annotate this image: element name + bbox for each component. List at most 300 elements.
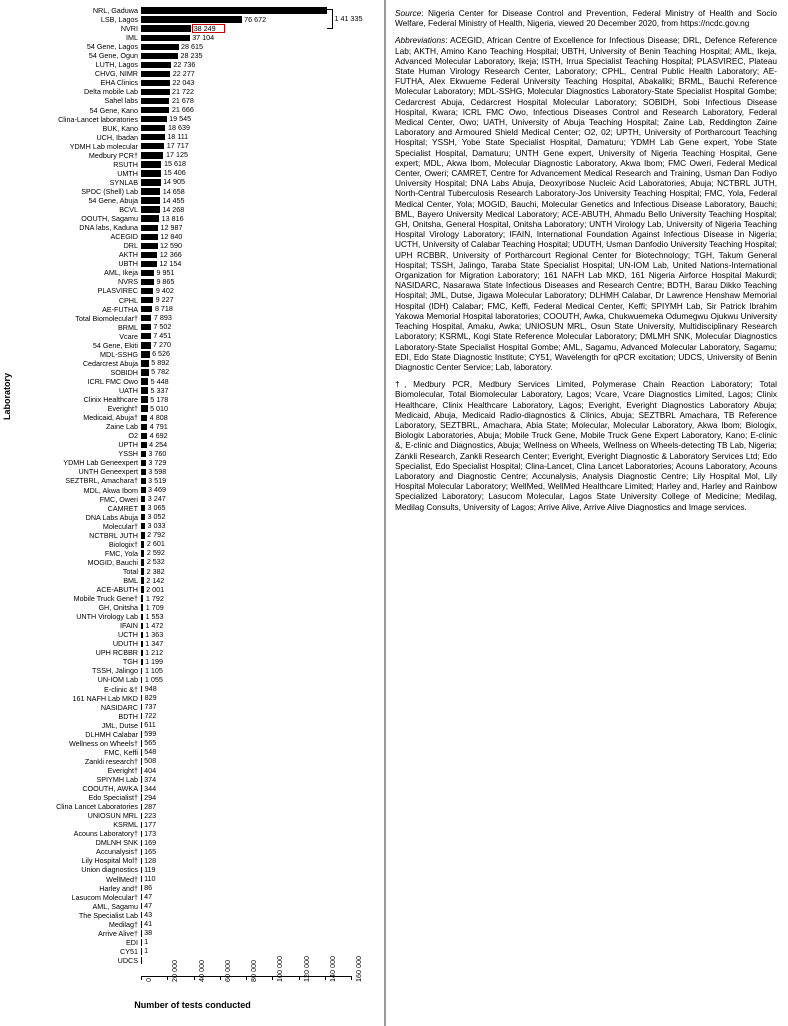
bar-category-label: MDL-SSHG	[100, 349, 138, 359]
bar-category-label: EHA Clinics	[100, 78, 138, 88]
bar-row	[0, 875, 385, 884]
bar	[141, 125, 165, 131]
bar-value-label: 22 736	[173, 59, 196, 69]
bar-container	[141, 449, 385, 458]
source-label: Source	[395, 8, 422, 18]
bar-value-label: 38	[144, 928, 153, 938]
bar-row	[0, 377, 385, 386]
bar-value-label: 15 406	[163, 168, 186, 178]
bar-value-label: 1 792	[145, 593, 164, 603]
bar-category-label: YDMH Lab molecular	[69, 141, 138, 151]
bar-category-label: Zankli research†	[84, 756, 138, 766]
bar-value-label: 37 104	[192, 32, 215, 42]
bar-value-label: 38 249	[193, 23, 216, 33]
bar-category-label: TSSH, Jalingo	[92, 666, 138, 676]
bar-row	[0, 902, 385, 911]
bar-row	[0, 124, 385, 133]
bar-row	[0, 856, 385, 865]
bar-category-label: UBTH	[118, 259, 138, 269]
bar	[141, 288, 153, 294]
bar-value-label: 4 791	[149, 421, 168, 431]
bar-value-label: 41	[144, 919, 153, 929]
bar	[141, 650, 143, 656]
bar-category-label: BDTH	[118, 711, 138, 721]
bar-row	[0, 531, 385, 540]
bar-container	[141, 911, 385, 920]
bar-value-label: 3 469	[148, 485, 167, 495]
x-tick	[141, 976, 142, 980]
bar-container	[141, 214, 385, 223]
bar	[141, 342, 151, 348]
bar-category-label: UPH RCBBR	[95, 648, 138, 658]
bar	[141, 197, 160, 203]
bar-row	[0, 504, 385, 513]
bar-container	[141, 739, 385, 748]
bar-row	[0, 332, 385, 341]
bar	[141, 849, 142, 855]
bar-value-label: 737	[144, 702, 157, 712]
bar-row	[0, 657, 385, 666]
bar-container	[141, 893, 385, 902]
bar-category-label: The Specialist Lab	[78, 910, 138, 920]
bar-container	[141, 332, 385, 341]
bar-container	[141, 775, 385, 784]
bar-value-label: 165	[144, 846, 157, 856]
bar-value-label: 5 010	[150, 403, 169, 413]
bar-category-label: NASIDARC	[100, 702, 138, 712]
bar-row	[0, 476, 385, 485]
bar-value-label: 4 808	[149, 412, 168, 422]
bar	[141, 604, 143, 610]
bar	[141, 469, 146, 475]
bar-row	[0, 286, 385, 295]
bar	[141, 306, 152, 312]
bar-row	[0, 603, 385, 612]
bar	[141, 460, 146, 466]
bar-value-label: 3 729	[148, 457, 167, 467]
bar-row	[0, 558, 385, 567]
bar-row	[0, 33, 385, 42]
bar-container	[141, 838, 385, 847]
bar-category-label: JML, Dutse	[101, 720, 138, 730]
bar	[141, 161, 161, 167]
bar-value-label: 12 366	[159, 249, 182, 259]
bar-container	[141, 259, 385, 268]
bar-rows	[0, 6, 385, 965]
bar	[141, 722, 142, 728]
bar	[141, 921, 142, 927]
bar-category-label: UCTH	[118, 630, 138, 640]
bar-row	[0, 323, 385, 332]
bar	[141, 315, 151, 321]
bar-row	[0, 694, 385, 703]
bar-row	[0, 431, 385, 440]
bar-container	[141, 594, 385, 603]
bar-container	[141, 386, 385, 395]
bar-value-label: 1 41 335	[334, 14, 363, 23]
bar-container	[141, 549, 385, 558]
bar-value-label: 12 987	[160, 222, 183, 232]
bar	[141, 695, 142, 701]
x-tick	[167, 976, 168, 980]
bar-row	[0, 712, 385, 721]
bar	[141, 270, 154, 276]
bar-row	[0, 395, 385, 404]
bar-row	[0, 802, 385, 811]
bar	[141, 804, 142, 810]
bar-value-label: 3 519	[148, 476, 167, 486]
bar	[141, 550, 144, 556]
bar-row	[0, 196, 385, 205]
bar	[141, 930, 142, 936]
bar-category-label: UCH, Ibadan	[96, 132, 138, 142]
bar-row	[0, 567, 385, 576]
bar	[141, 351, 150, 357]
bar	[141, 704, 142, 710]
bar	[141, 731, 142, 737]
bar	[141, 785, 142, 791]
bar-container	[141, 42, 385, 51]
bar-value-label: 14 268	[162, 204, 185, 214]
bar-value-label: 3 052	[147, 512, 166, 522]
bar-value-label: 14 658	[162, 186, 185, 196]
bar-category-label: Total	[122, 566, 138, 576]
bar	[141, 215, 159, 221]
bar-row	[0, 748, 385, 757]
bar	[141, 98, 169, 104]
bar-category-label: EDI	[126, 937, 138, 947]
bar-container	[141, 875, 385, 884]
bar-row	[0, 187, 385, 196]
bar-container	[141, 223, 385, 232]
bar-category-label: Medicaid, Abuja†	[83, 413, 138, 423]
bar-row	[0, 911, 385, 920]
bar-row	[0, 929, 385, 938]
bar-row	[0, 232, 385, 241]
bar	[141, 677, 142, 683]
bar-value-label: 9 865	[156, 277, 175, 286]
bar-value-label: 5 178	[150, 394, 169, 404]
bar-container	[141, 24, 385, 33]
bar-container	[141, 793, 385, 802]
bar-container	[141, 476, 385, 485]
bar-row	[0, 893, 385, 902]
bar	[141, 396, 148, 402]
bar-category-label: Harley and†	[99, 883, 138, 893]
bar	[141, 894, 142, 900]
bar-row	[0, 739, 385, 748]
bar-container	[141, 467, 385, 476]
bar-container	[141, 431, 385, 440]
bar-row	[0, 178, 385, 187]
bar-category-label: KSRML	[113, 820, 138, 830]
bar-category-label: Medbury PCR†	[88, 150, 138, 160]
bar-container	[141, 323, 385, 332]
abbrev-text: : ACEGID, African Centre of Excellence for Infectious Disease; DRL, Defence Reference Lab; AKTH, Amino Kano Teaching Hospital; UBTH, University of Benin Teaching Hospital; AML, Ikeja, Advanced Molecular Laboratory, Ikeja; ISTH, Irrua Specialist Teaching Hospital; PLASVIREC, Plateau State Human Virology Research Center, Laboratory; CPHL, Central Public Health Laboratory; AE-FUTHA, Alex Ekwueme Federal University Teaching Hospital, Abakaliki; BRML, Bauchi Reference Molecular Laboratory; MDL-SSHG, Molecular Diagnostics Laboratory-State Specialist Hospital Gombe; Cedarcrest Abuja, Cedarcrest Hospital Molecular Laboratory; SOBIDH, Sobi Infectious Disease Hospital, Kwara; ICRL FMC Owo, Infectious Diseases Control and Research Laboratory, Federal Medical Center, Owo; UATH, University of Abuja Teaching Hospital; Zaine Lab, Reddington Zaine Laboratory and Armoured Shield Medical Center; O2, 02; UPTH, University of Portharcourt Teaching Hospital; YSSH, Yobe State Specialist Hospital, Damaturu; YDMH Lab Gene expert, Yobe State Specialist Hospital, Damaturu; UNTH Gene expert, University of Nigeria Teaching Hospital, Gene expert; MDL, Akwa Ibom, Molecular Diagnostic Laboratory, Akwa Ibom; FMC Oweri, Federal Medical Center, Oweri; CAMRET, Centre for Advancement Medical Research and Training, Usman Dan Fodiyo University Hospital; DNA Labs Abuja, Deoxyribose Nucleic Acid Laboratories, Abuja; NCTBRL JUTH, North-Central Tuberculosis Research Laboratory-Jos University Teaching Hospital; FMC, Yola, Federal Medical Center, Yola; MOGID, Bauchi, Molecular Genetics and Infectious Disease Laboratory, Bauchi; BML, Bayero University Medical Laboratory; ACE-ABUTH, Ahmadu Bello University Teaching Hospital; GH, Onitsha, General Hospital, Onitsha Laboratory; UNTH Virology Lab, University of Nigeria Teaching Hospital Virology Laboratory; IFAIN, International Foundation Against Infectious Disease in Nigeria; UCTH, University of Calabar Teaching Hospital; UDUTH, Usman Danfodio University Teaching Hospital; UPH RCBBR, University of Portharcourt Regional Center for Biotechnology; TGH, Takum General Hospital; TSSH, Jalingo, Taraba State Specialist Hospital; UN-IOM Lab, United Nations-International Organization for Migration Laboratory; 161 NAFH Lab MKD, 161 Nigeria Airforce Hospital Makurdi; NASIDARC, Nasarawa State Infectious Diseases and Research Centre; BDTH, Barau Dikko Teaching Hospital; JML, Dutse, Jigawa Molecular Laboratory; DLHMH Calabar, Dr Lawrence Henshaw Memorial Hospital (IDH) Calabar; FMC, Keffi, Federal Medical Center, Keffi; SPIYMH Lab, Sir Patrick Ibrahim Yakowa Memorial Hospital laboratories; COOUTH, Awka, Chukwuemeka Odumegwu Ojukwu University Teaching Hospital, Amaku, Awka; UNIOSUN MRL, Osun State University, Multidisciplinary Research Laboratory; KSRML, Kogi State Reference Molecular Laboratory; DMLMH SNK, Molecular Diagnostics Laboratory-State Specialist Hospital Gombe; AML, Sagamu, Advanced Molecular Laboratory, Sagamu; EDI, Edo State Diagnostic Institute; CY51, Wavelength for qPCR excitation; UDCS, University of Benin Diagnostic Center Service; Lab, laboratory.	[395, 35, 777, 372]
bar-row	[0, 151, 385, 160]
bar-value-label: 4 692	[149, 430, 168, 440]
bar-value-label: 9 227	[155, 295, 174, 305]
bar-value-label: 2 592	[146, 548, 165, 558]
bar-container	[141, 847, 385, 856]
bar-value-label: 1	[144, 937, 149, 947]
bar	[141, 116, 167, 122]
bar	[141, 559, 144, 565]
bar-value-label: 12 840	[160, 231, 183, 241]
bar-category-label: ICRL FMC Owo	[87, 376, 138, 386]
bar-category-label: 54 Gene, Ekiti	[92, 340, 138, 350]
bar-category-label: IML	[126, 33, 138, 43]
bar-container	[141, 603, 385, 612]
bar	[141, 957, 142, 963]
bar-container	[141, 413, 385, 422]
bar-value-label: 18 639	[167, 123, 190, 133]
bar-category-label: AKTH	[118, 250, 138, 260]
bar-category-label: Sahel labs	[104, 96, 138, 106]
bar-category-label: Cedarcrest Abuja	[82, 358, 138, 368]
bar-category-label: Accunalysis†	[96, 847, 138, 857]
bar-category-label: 54 Gene, Abuja	[88, 196, 138, 205]
bar-category-label: CHVG, NIMR	[94, 69, 138, 79]
bar-row	[0, 811, 385, 820]
bar	[141, 794, 142, 800]
bar	[141, 405, 148, 411]
bar-row	[0, 721, 385, 730]
bar-container	[141, 938, 385, 947]
bar-container	[141, 621, 385, 630]
bar-category-label: Edo Specialist†	[88, 793, 138, 803]
bar	[141, 641, 143, 647]
bar-value-label: 508	[144, 756, 157, 766]
bar	[141, 623, 143, 629]
bar	[141, 179, 161, 185]
bar-container	[141, 15, 385, 24]
bar-category-label: BRML	[118, 322, 138, 332]
bar-container	[141, 277, 385, 286]
bar-row	[0, 205, 385, 214]
bar-row	[0, 368, 385, 377]
bar-row	[0, 115, 385, 124]
bar-row	[0, 829, 385, 838]
bar-value-label: 47	[144, 901, 153, 911]
bar	[141, 279, 154, 285]
bar-container	[141, 820, 385, 829]
bar	[141, 858, 142, 864]
bar-value-label: 1 553	[145, 611, 164, 621]
bar-category-label: UNTH Virology Lab	[76, 612, 138, 622]
bar-container	[141, 178, 385, 187]
bar-row	[0, 296, 385, 305]
bar-row	[0, 458, 385, 467]
bar-row	[0, 838, 385, 847]
notes-pane	[385, 0, 787, 1026]
bar	[141, 333, 151, 339]
bar	[141, 143, 164, 149]
bar-container	[141, 675, 385, 684]
bar-value-label: 7 451	[153, 331, 172, 341]
bar-category-label: IFAIN	[120, 621, 138, 631]
x-tick	[194, 976, 195, 980]
bar-value-label: 2 382	[146, 566, 165, 576]
bar-container	[141, 648, 385, 657]
bar-category-label: YDMH Lab Geneexpert	[63, 458, 138, 468]
bar-row	[0, 223, 385, 232]
bar-category-label: Delta mobile Lab	[84, 87, 138, 97]
bar-category-label: WellMed†	[106, 874, 138, 884]
x-tick	[246, 976, 247, 980]
bar-value-label: 1 347	[145, 638, 164, 648]
bar-value-label: 5 337	[150, 385, 169, 395]
bar-category-label: UMTH	[117, 168, 138, 178]
x-tick-label: 160 000	[354, 956, 363, 982]
bar	[141, 324, 151, 330]
bar-value-label: 21 678	[171, 96, 194, 106]
bar	[141, 758, 142, 764]
bar-row	[0, 485, 385, 494]
bar-value-label: 404	[144, 765, 157, 775]
bar-row	[0, 938, 385, 947]
bar	[141, 541, 144, 547]
bar-row	[0, 784, 385, 793]
bar-value-label: 19 545	[169, 114, 192, 124]
bar-category-label: FMC, Yola	[104, 548, 138, 558]
bar-category-label: UDUTH	[112, 639, 138, 649]
bar-value-label: 18 111	[167, 132, 189, 142]
bar-container	[141, 784, 385, 793]
bar-container	[141, 504, 385, 513]
bar	[141, 7, 327, 13]
bar	[141, 360, 149, 366]
bar	[141, 188, 160, 194]
source-note	[395, 8, 777, 28]
bar	[141, 776, 142, 782]
bar-category-label: UDCS	[117, 955, 138, 965]
bar-value-label: 565	[144, 738, 157, 748]
bar-category-label: LUTH, Lagos	[95, 60, 138, 70]
bar-value-label: 722	[144, 711, 157, 721]
source-text: : Nigeria Center for Disease Control and Prevention, Federal Ministry of Health and Socio Welfare, Federal Ministry of Health, Nigeria, viewed 20 December 2020, from https://ncdc.gov.ng	[395, 8, 777, 29]
bar-value-label: 15 618	[163, 159, 186, 169]
bar	[141, 505, 145, 511]
bar-category-label: LSB, Lagos	[100, 15, 138, 25]
bar-container	[141, 286, 385, 295]
bar-value-label: 21 666	[171, 105, 194, 115]
bar-container	[141, 748, 385, 757]
bar	[141, 442, 147, 448]
bar-category-label: Arrive Alive†	[98, 928, 138, 938]
bar	[141, 885, 142, 891]
bar-container	[141, 703, 385, 712]
x-tick	[272, 976, 273, 980]
bar	[141, 532, 145, 538]
bar-row	[0, 540, 385, 549]
bar-container	[141, 585, 385, 594]
bar-category-label: Everight†	[107, 404, 138, 414]
x-axis-label: Number of tests conducted	[134, 1000, 251, 1010]
bar-container	[141, 902, 385, 911]
bar-container	[141, 558, 385, 567]
bar-value-label: 344	[144, 783, 157, 793]
bar-container	[141, 268, 385, 277]
bar-value-label: 3 065	[147, 503, 166, 513]
bar-row	[0, 241, 385, 250]
bar-row	[0, 639, 385, 648]
bar-row	[0, 594, 385, 603]
bar-row	[0, 703, 385, 712]
bar	[141, 568, 144, 574]
bar-category-label: BML	[123, 575, 138, 585]
bar	[141, 767, 142, 773]
bar-value-label: 17 125	[165, 150, 188, 160]
bar-category-label: YSSH	[118, 449, 138, 459]
bar-category-label: DRL	[123, 241, 138, 251]
bar-container	[141, 485, 385, 494]
bar-value-label: 43	[144, 910, 153, 920]
bar-value-label: 5 448	[150, 376, 169, 386]
bar-row	[0, 133, 385, 142]
bar-category-label: NCTBRL JUTH	[89, 530, 138, 540]
x-tick-label: 40 000	[196, 960, 206, 982]
bar-container	[141, 639, 385, 648]
bar-container	[141, 884, 385, 893]
bar-row	[0, 440, 385, 449]
bar-container	[141, 33, 385, 42]
bar-category-label: AML, Sagamu	[92, 901, 138, 911]
bar-row	[0, 757, 385, 766]
bar-category-label: Zaine Lab	[106, 422, 138, 432]
bar-row	[0, 422, 385, 431]
bar	[141, 433, 147, 439]
bar	[141, 912, 142, 918]
abbreviations-note	[395, 35, 777, 372]
bar-row	[0, 495, 385, 504]
bar-value-label: 1	[144, 946, 149, 956]
bar-category-label: 54 Gene, Ogun	[88, 51, 138, 61]
bar-row	[0, 60, 385, 69]
bar-value-label: 86	[144, 883, 153, 893]
bar-category-label: 161 NAFH Lab MKD	[72, 693, 138, 703]
bar-value-label: 14 905	[163, 177, 186, 187]
chart-pane	[0, 0, 385, 1026]
bar-value-label: 9 402	[155, 286, 174, 296]
bar-row	[0, 666, 385, 675]
bar-category-label: DLHMH Calabar	[85, 729, 138, 739]
bar-value-label: 128	[144, 856, 157, 865]
bar-category-label: Mobile Truck Gene†	[73, 594, 138, 604]
bar-container	[141, 241, 385, 250]
bar	[141, 523, 145, 529]
bar-category-label: MOGID, Bauchi	[87, 557, 138, 567]
bar-row	[0, 341, 385, 350]
bar	[141, 939, 142, 945]
bar-row	[0, 42, 385, 51]
bar-value-label: 6 526	[152, 349, 171, 359]
bar-category-label: O2	[128, 431, 138, 441]
bar	[141, 740, 142, 746]
bar-row	[0, 847, 385, 856]
bar-container	[141, 947, 385, 956]
bar-value-label: 21 722	[172, 87, 194, 97]
bar-container	[141, 567, 385, 576]
bar	[141, 107, 169, 113]
x-tick	[299, 976, 300, 980]
bar	[141, 668, 142, 674]
bar-container	[141, 612, 385, 621]
x-tick-label: 80 000	[249, 960, 258, 982]
bar-value-label: 8 718	[154, 304, 173, 314]
bar-value-label: 1 472	[145, 620, 164, 630]
bar-category-label: SPDC (Shell) Lab	[81, 186, 138, 196]
